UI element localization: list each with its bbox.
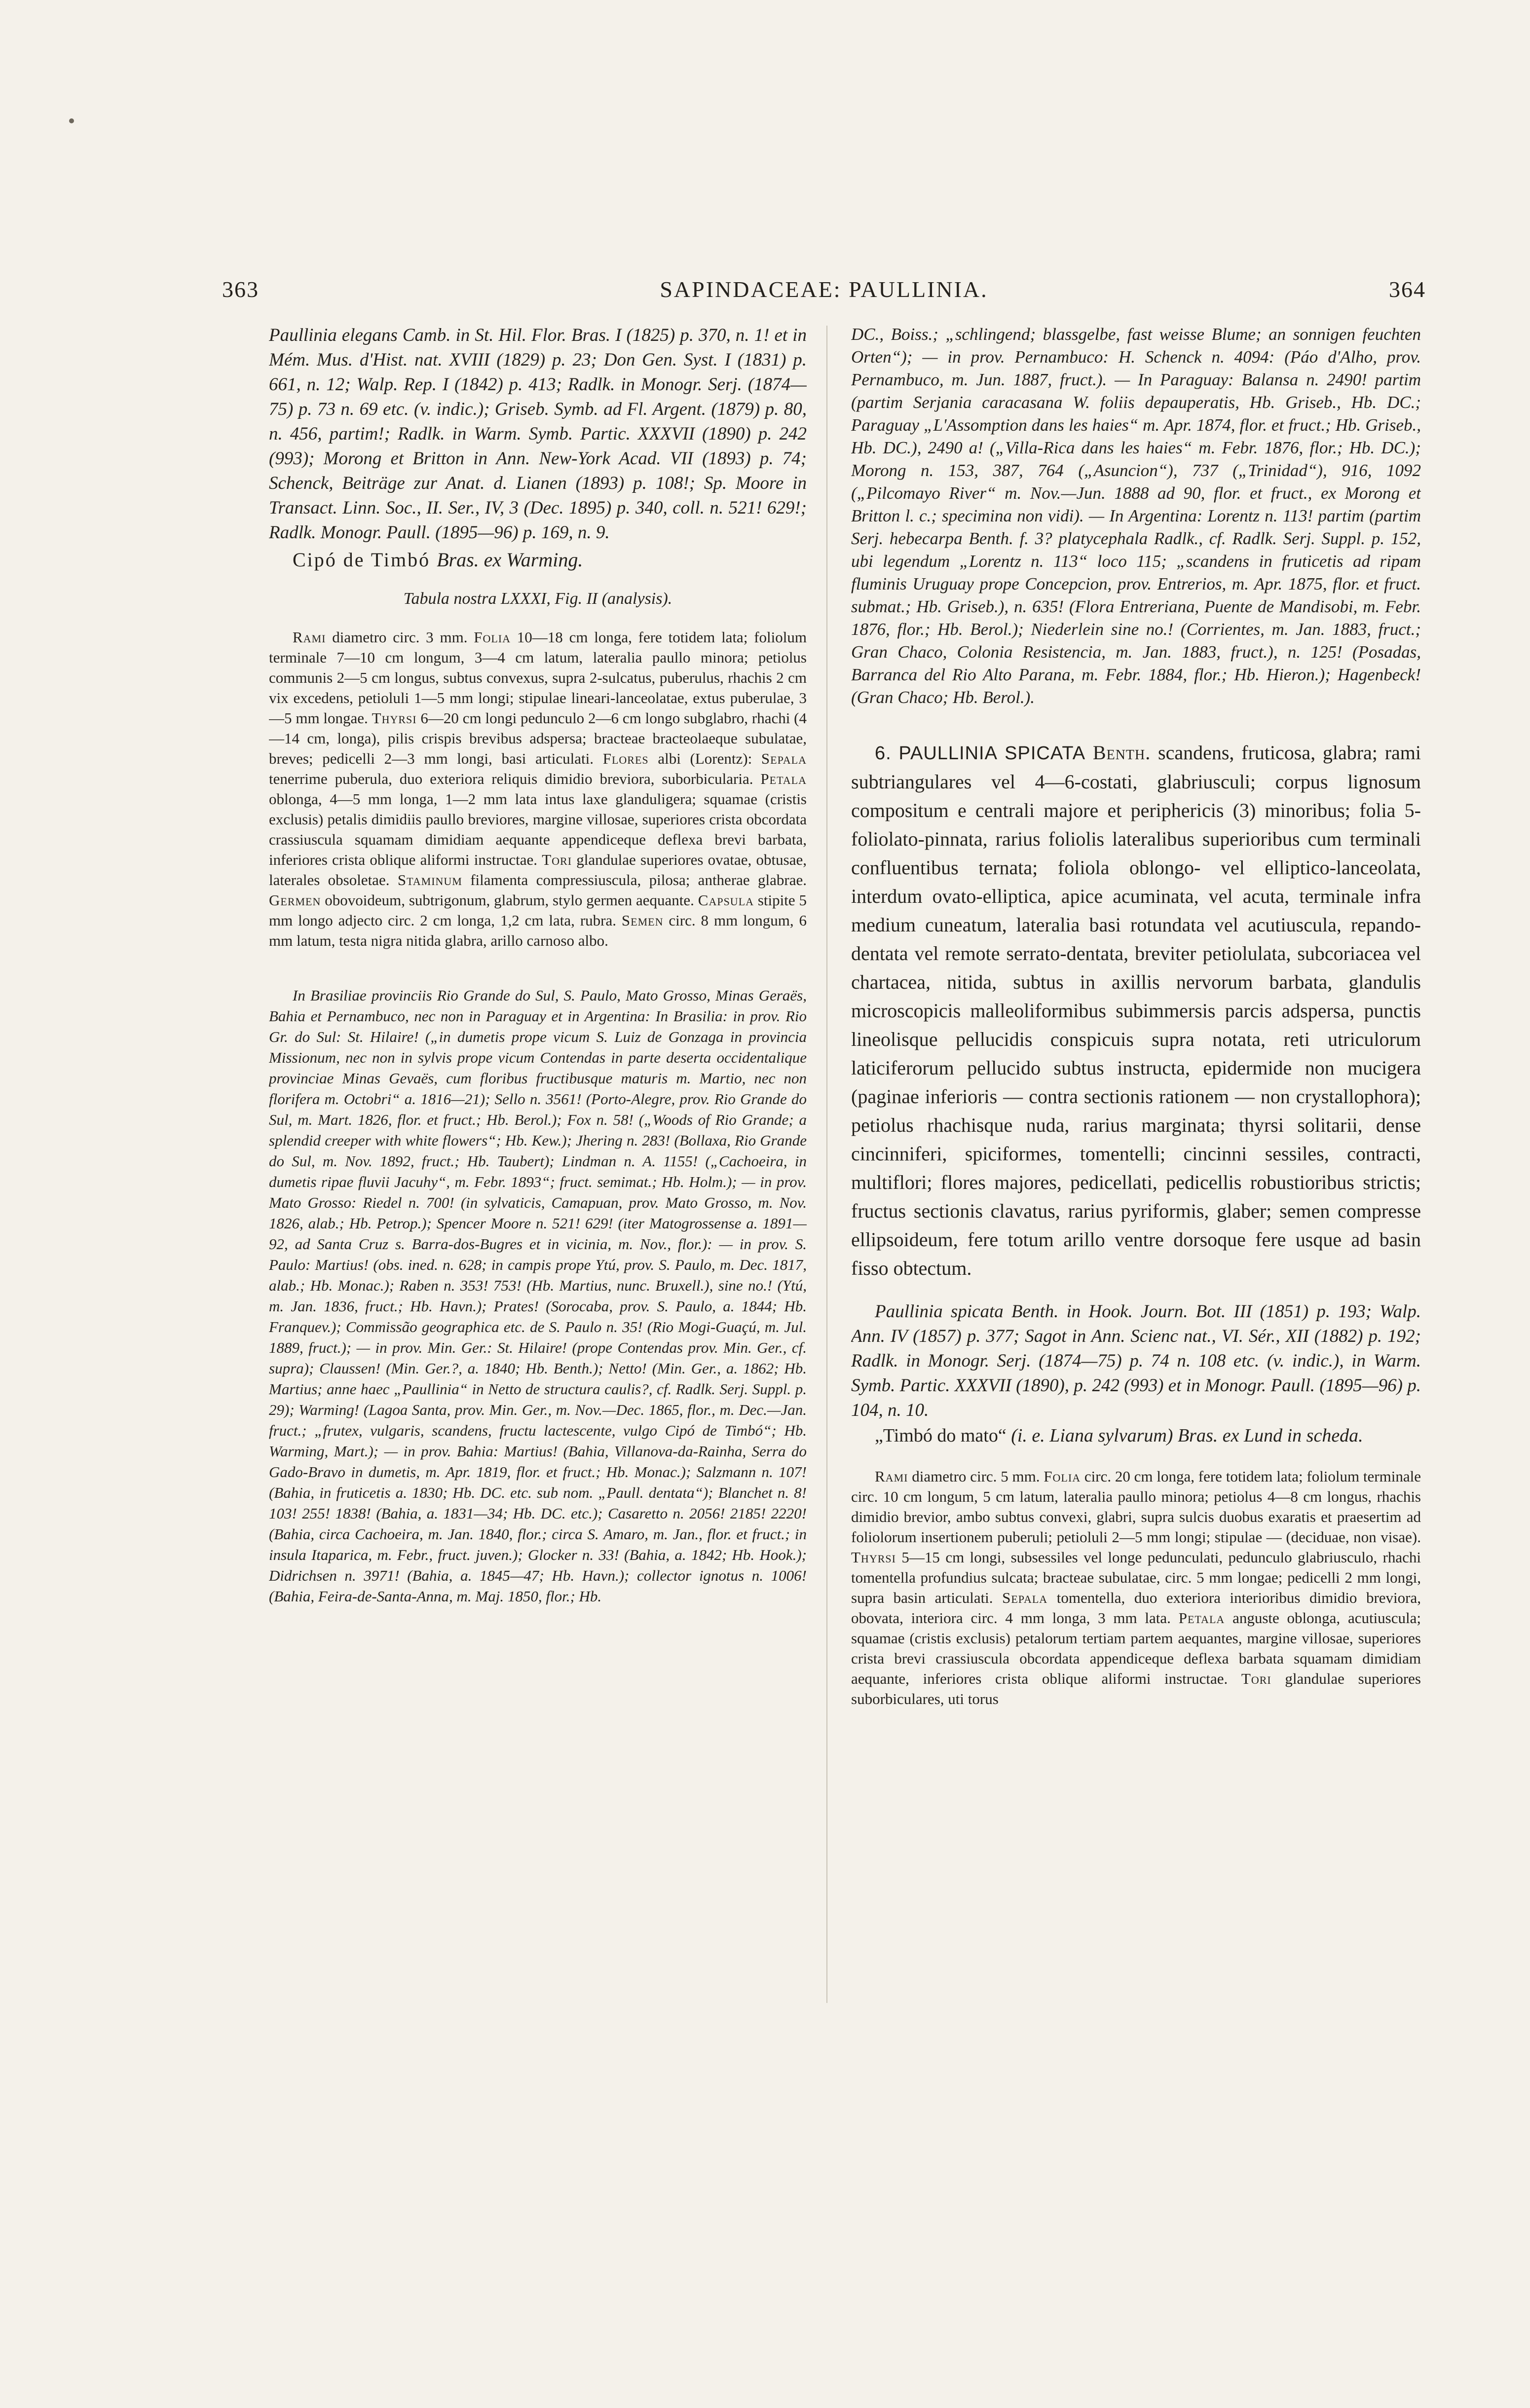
page-number-right: 364 (1389, 277, 1426, 302)
scan-speck (69, 118, 74, 123)
species-number: 6. (875, 743, 892, 764)
species-citation: Paullinia elegans Camb. in St. Hil. Flor. Bras. I (1825) p. 370, n. 1! et in Mém. Mus. d'Hist. nat. XVIII (1829) p. 23; Don Gen. Syst. I (1831) p. 661, n. 12; Walp. Rep. I (1842) p. 413; Radlk. in Monogr. Serj. (1874—75) p. 73 n. 69 etc. (v. indic.); Griseb. Symb. ad Fl. Argent. (1879) p. 80, n. 456, partim!; Radlk. in Warm. Symb. Partic. XXXVII (1890) p. 242 (993); Morong et Britton in Ann. New-York Acad. VII (1893) p. 74; Schenck, Beiträge zur Anat. d. Lianen (1893) p. 108!; Sp. Moore in Transact. Linn. Soc., II. Ser., IV, 3 (Dec. 1895) p. 340, coll. n. 521! 629!; Radlk. Monogr. Paull. (1895—96) p. 169, n. 9. (269, 325, 807, 543)
desc-key: Staminum (397, 871, 462, 889)
plate-reference: Tabula nostra LXXXI, Fig. II (analysis). (403, 590, 672, 608)
species-name: PAULLINIA SPICATA (898, 743, 1086, 764)
desc-text: diametro circ. 3 mm. (326, 629, 474, 646)
desc-key: Thyrsi (851, 1549, 896, 1566)
desc-key: Germen (269, 891, 321, 909)
desc-text: diametro circ. 5 mm. (908, 1468, 1044, 1485)
desc-text: glandulae superiores suborbiculares, uti torus (851, 1670, 1421, 1707)
vernacular-text-right: „Timbó do mato“ (875, 1425, 1007, 1446)
morphology-description (269, 627, 807, 951)
desc-key: Capsula (698, 891, 754, 909)
desc-text: stipite 5 mm longo adjecto circ. 2 cm longa, 1,2 cm lata, rubra. (269, 891, 807, 929)
desc-text: filamenta compressiuscula, pilosa; antherae glabrae. (462, 871, 807, 889)
desc-text: tenerrime puberula, duo exteriora reliquis dimidio breviora, suborbicularia. (269, 770, 761, 787)
species-citation-right: Paullinia spicata Benth. in Hook. Journ. Bot. III (1851) p. 193; Walp. Ann. IV (1857) p. 377; Sagot in Ann. Scienc nat., VI. Sér., XII (1882) p. 192; Radlk. in Monogr. Serj. (1874—75) p. 74 n. 108 etc. (v. indic.), in Warm. Symb. Partic. XXXVII (1890), p. 242 (993) et in Monogr. Paull. (1895—96) p. 104, n. 10. (851, 1301, 1421, 1420)
desc-text: tomentella, duo exteriora interioribus dimidio breviora, obovata, interiora circ. 4 mm longa, 3 mm lata. (851, 1589, 1421, 1627)
distribution-paragraph: In Brasiliae provinciis Rio Grande do Sul, S. Paulo, Mato Grosso, Minas Geraës, Bahia et Pernambuco, nec non in Paraguay et in Argentina: In Brasilia: in prov. Rio Gr. do Sul: St. Hilaire! („in dumetis prope vicum S. Luiz de Gonzaga in provincia Missionum, nec non in sylvis prope vicum Contendas in parte deserta occidentalique provinciae Minas Gevaës, cum floribus fructibusque maturis m. Martio, nec non florifera m. Octobri“ a. 1816—21); Sello n. 3561! (Porto-Alegre, prov. Rio Grande do Sul, m. Mart. 1826, flor. et fruct.; Hb. Berol.); Fox n. 58! („Woods of Rio Grande; a splendid creeper with white flowers“; Hb. Kew.); Jhering n. 283! (Bollaxa, Rio Grande do Sul, m. Nov. 1892, fruct.; Hb. Taubert); Lindman n. A. 1155! („Cachoeira, in dumetis ripae fluvii Jacuhy“, m. Febr. 1893“; fruct. semimat.; Hb. Holm.); — in prov. Mato Grosso: Riedel n. 700! (in sylvaticis, Camapuan, prov. Mato Grosso, m. Nov. 1826, alab.; Hb. Petrop.); Spencer Moore n. 521! 629! (iter Matogrossense a. 1891—92, ad Santa Cruz s. Barra-dos-Bugres et in vicinia, m. Nov., flor.): — in prov. S. Paulo: Martius! (obs. ined. n. 628; in campis prope Ytú, prov. S. Paulo, m. Dec. 1817, alab.; Hb. Monac.); Raben n. 353! 753! (Hb. Martius, nunc. Bruxell.), sine no.! (Ytú, m. Jan. 1836, fruct.; Hb. Havn.); Prates! (Sorocaba, prov. S. Paulo, a. 1844; Hb. Franquev.); Commissão geographica etc. de S. Paulo n. 35! (Rio Mogi-Guaçú, m. Jul. 1889, fruct.); — in prov. Min. Ger.: St. Hilaire! (prope Contendas prov. Min. Ger., cf. supra); Claussen! (Min. Ger.?, a. 1840; Hb. Benth.); Netto! (Min. Ger., a. 1862; Hb. Martius; anne haec „Paullinia“ in Netto de structura caulis?, cf. Radlk. Serj. Suppl. p. 29); Warming! (Lagoa Santa, prov. Min. Ger., m. Nov.—Dec. 1865, flor., m. Dec.—Jan. fruct.; „frutex, vulgaris, scandens, fructu lactescente, vulgo Cipó de Timbó“; Hb. Warming, Mart.); — in prov. Bahia: Martius! (Bahia, Villanova-da-Rainha, Serra do Gado-Bravo in dumetis, m. Apr. 1819, flor. et fruct.; Hb. Monac.); Salzmann n. 107! (Bahia, in fruticetis a. 1830; Hb. DC. etc. sub nom. „Paull. dentata“); Blanchet n. 8! 103! 255! 1838! (Bahia, a. 1831—34; Hb. DC. etc.); Casaretto n. 2056! 2185! 2220! (Bahia, circa Cachoeira, m. Jan. 1840, flor.; circa S. Amaro, m. Jan., flor. et fruct.; in insula Itaparica, m. Febr., fruct. juven.); Glocker n. 33! (Bahia, a. 1842; Hb. Hook.); Didrichsen n. 3971! (Bahia, a. 1845—47; Hb. Havn.); collector ignotus n. 1006! (Bahia, Feira-de-Santa-Anna, m. Maj. 1850, flor.; Hb. (269, 987, 807, 1605)
vernacular-text: Cipó de Timbó (293, 549, 431, 571)
running-header (222, 276, 1426, 316)
species-author: Benth. (1092, 741, 1151, 764)
distribution-continuation: DC., Boiss.; „schlingend; blassgelbe, fast weisse Blume; an sonnigen feuchten Orten“); — in prov. Pernambuco: H. Schenck n. 4094: (Páo d'Alho, prov. Pernambuco, m. Jun. 1887, fruct.). — In Paraguay: Balansa n. 2490! partim (partim Serjania caracasana W. foliis depauperatis, Hb. Griseb., Hb. DC.; Paraguay „L'Assomption dans les haies“ m. Apr. 1874, flor. et fruct.; Hb. Griseb., Hb. DC.), 2490 a! („Villa-Rica dans les haies“ m. Febr. 1876, flor.; Hb. DC.); Morong n. 153, 387, 764 („Asuncion“), 737 („Trinidad“), 916, 1092 („Pilcomayo River“ m. Nov.—Jun. 1888 ad 90, flor. et fruct., ex Morong et Britton l. c.; specimina non vidi). — In Argentina: Lorentz n. 113! partim (partim Serj. hebecarpa Benth. f. 3? platycephala Radlk., cf. Radlk. Serj. Suppl. p. 152, ubi legendum „Lorentz n. 113“ loco 115; „scandens in fruticetis ad ripam fluminis Uruguay prope Concepcion, prov. Entrerios, m. Apr. 1875, flor. et fruct. submat.; Hb. Griseb.), n. 635! (Flora Entreriana, Puente de Mandisobi, m. Febr. 1876, flor.; Hb. Berol.); Niederlein sine no.! (Corrientes, m. Jan. 1883, fruct.; Gran Chaco, Colonia Resistencia, m. Jan. 1883, fruct.), n. 125! (Posadas, Barranca del Rio Alto Parana, m. Febr. 1884, flor.; Hb. Hieron.); Hagenbeck! (Gran Chaco; Hb. Berol.). (851, 325, 1421, 707)
desc-text: glandulae superiores ovatae, obtusae, laterales obsoletae. (269, 851, 807, 889)
desc-key: Tori (1241, 1670, 1271, 1687)
vernacular-name-right (851, 1423, 1421, 1448)
desc-key: Rami (293, 629, 326, 646)
vernacular-source: Bras. ex Warming. (437, 549, 583, 571)
desc-text: anguste oblonga, acutiuscula; squamae (cristis exclusis) petalorum tertiam partem aequantes, margine villosae, superiores crista brevi crassiuscula obcordata appendiceque deflexa barbata squamam dimidiam aequante, inferiores crista oblique aliformi instructae. (851, 1609, 1421, 1687)
desc-key: Folia (1044, 1468, 1081, 1485)
species-heading (851, 739, 1421, 1283)
desc-key: Thyrsi (372, 709, 417, 727)
desc-key: Sepala (1002, 1589, 1048, 1606)
desc-key: Petala (1178, 1609, 1225, 1627)
desc-key: Semen (621, 912, 664, 929)
desc-key: Tori (542, 851, 572, 868)
vernacular-note: (i. e. Liana sylvarum) Bras. ex Lund in scheda. (1011, 1425, 1363, 1446)
left-column (269, 323, 807, 2010)
page-number-left: 363 (222, 277, 259, 302)
column-divider (826, 326, 827, 2003)
desc-text: obovoideum, subtrigonum, glabrum, stylo germen aequante. (321, 891, 698, 909)
desc-key: Flores (602, 750, 649, 767)
desc-text: circ. 8 mm longum, 6 mm latum, testa nigra nitida glabra, arillo carnoso albo. (269, 912, 807, 949)
desc-text: albi (Lorentz): (648, 750, 761, 767)
desc-text: oblonga, 4—5 mm longa, 1—2 mm lata intus laxe glanduligera; squamae (cristis exclusis) petalis dimidiis paullo breviores, margine villosae, superiores crista obcordata crassiuscula squamam dimidiam aequante appendiceque deflexa brevi barbata, inferiores crista oblique aliformi instructae. (269, 790, 807, 868)
desc-key: Rami (875, 1468, 908, 1485)
desc-key: Petala (760, 770, 807, 787)
right-column (851, 323, 1421, 2010)
desc-text: 5—15 cm longi, subsessiles vel longe pedunculati, pedunculo glabriusculo, rhachi tomentella profundius sulcata; bracteae subulatae, circ. 5 mm longae; pedicelli 2 mm longi, supra basin articulati. (851, 1549, 1421, 1606)
desc-text: circ. 20 cm longa, fere totidem lata; foliolum terminale circ. 10 cm longum, 5 cm latum, lateralia paullo minora; petiolus 4—8 cm longus, rhachis dimidio brevior, ambo subtus convexi, glabri, supra sulcis duobus exaratis et praesertim ad foliolorum insertionem puberuli; petioluli 2—5 mm longi; stipulae — (deciduae, non visae). (851, 1468, 1421, 1546)
desc-text: 6—20 cm longi pedunculo 2—6 cm longo subglabro, rhachi (4—14 cm, longa), pilis crispis brevibus adspersa; bracteae bracteolaeque subulatae, breves; pedicelli 2—3 mm longi, basi articulati. (269, 709, 807, 767)
running-title: SAPINDACEAE: PAULLINIA. (660, 277, 988, 302)
desc-text: 10—18 cm longa, fere totidem lata; foliolum terminale 7—10 cm longum, 3—4 cm latum, lateralia paullo minora; petiolus communis 2—5 cm longus, subtus convexus, supra 2-sulcatus, puberulus, rhachis 2 cm vix excedens, petioluli 1—5 mm longi; stipulae lineari-lanceolatae, extus puberulae, 3—5 mm longae. (269, 629, 807, 727)
species-diagnosis: scandens, fruticosa, glabra; rami subtriangulares vel 4—6-costati, glabriusculi; corpus lignosum compositum e centrali majore et periphericis (3) minoribus; folia 5-foliolato-pinnata, rarius foliolis lateralibus superioribus cum terminali confluentibus ternata; foliola oblongo- vel elliptico-lanceolata, interdum ovato-elliptica, apice acuminata, vel acuta, terminale infra medium cuneatum, lateralia basi rotundata vel acutiuscula, repando-dentata vel remote serrato-dentata, breviter petiolulata, subcoriacea vel chartacea, nitida, subtus in axillis nervorum barbata, glandulis microscopicis malleoliformibus subimmersis parcis adspersa, punctis lineolisque pellucidis conspicuis supra notata, reti utriculorum laticiferorum pellucido subtus instructa, epidermide non mucigera (paginae inferioris — contra sectionis rationem — non crystallophora); petiolus rhachisque nuda, rarius marginata; thyrsi solitarii, dense cincinniferi, spiciformes, tomentelli; cincinni sessiles, contracti, multiflori; flores majores, pedicellati, pedicellis robustioribus strictis; fructus sectionis clavatus, rarius pyriformis, glaber; semen compresse ellipsoideum, fere totum arillo ventre dorsoque fere usque ad basin fisso obtectum. (851, 741, 1421, 1279)
vernacular-name (269, 546, 807, 574)
desc-key: Folia (474, 629, 511, 646)
morphology-description-right (851, 1466, 1421, 1709)
desc-key: Sepala (761, 750, 807, 767)
